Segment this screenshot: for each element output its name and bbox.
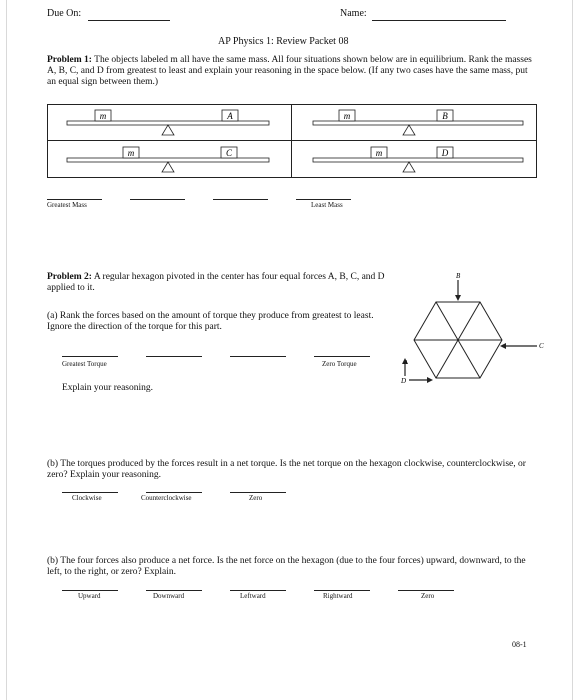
problem-2-body: A regular hexagon pivoted in the center has four equal forces A, B, C, and D applied to it.: [47, 272, 385, 293]
seesaw-top-right: [313, 110, 523, 135]
upward-label: Upward: [78, 592, 101, 600]
part-a-text: (a) Rank the forces based on the amount of torque they produce from greatest to least. Ignore the direction of the torque for this part.: [47, 311, 374, 332]
seesaw-bottom-right: [313, 147, 523, 172]
torque-blank-3[interactable]: [230, 356, 286, 357]
greatest-torque-label: Greatest Torque: [62, 360, 107, 368]
page-left-border: [6, 0, 7, 700]
torque-blank-2[interactable]: [146, 356, 202, 357]
mass-label-m: m: [375, 148, 383, 158]
hexagon-figure: [392, 270, 552, 392]
force-label-b: B: [456, 272, 461, 280]
name-blank[interactable]: [372, 20, 506, 21]
direction-blank-3[interactable]: [230, 492, 286, 493]
mass-label-a: A: [227, 111, 233, 121]
rank-blank-4[interactable]: [296, 199, 351, 200]
part-b2-text: (b) The four forces also produce a net force. Is the net force on the hexagon (due to the four forces) upward, downward, to the left, to the right, or zero? Explain.: [47, 556, 526, 577]
problem-1-text: [47, 55, 537, 88]
rank-blank-1[interactable]: [47, 199, 102, 200]
counterclockwise-label: Counterclockwise: [141, 494, 192, 502]
mass-label-m: m: [99, 111, 107, 121]
torque-blank-4[interactable]: [314, 356, 370, 357]
part-b-text: (b) The torques produced by the forces result in a net torque. Is the net torque on the hexagon clockwise, counterclockwise, or zero? Explain your reasoning.: [47, 459, 526, 480]
explain-reasoning: Explain your reasoning.: [62, 383, 154, 393]
direction-blank-1[interactable]: [62, 492, 118, 493]
leftward-label: Leftward: [240, 592, 266, 600]
force-blank-4[interactable]: [314, 590, 370, 591]
force-blank-5[interactable]: [398, 590, 454, 591]
force-label-d: D: [401, 377, 407, 385]
force-blank-3[interactable]: [230, 590, 286, 591]
seesaw-bottom-left: [67, 147, 269, 172]
rightward-label: Rightward: [323, 592, 353, 600]
force-b-arrowhead: [455, 295, 461, 301]
rank-blank-3[interactable]: [213, 199, 268, 200]
page-title: AP Physics 1: Review Packet 08: [218, 36, 349, 47]
force-label-a: A: [404, 360, 408, 366]
torque-blank-1[interactable]: [62, 356, 118, 357]
due-on-label: Due On:: [47, 8, 82, 19]
force-label-c: C: [539, 342, 544, 350]
mass-label-b: B: [442, 111, 448, 121]
force-blank-1[interactable]: [62, 590, 118, 591]
zero-torque-label: Zero Torque: [322, 360, 357, 368]
mass-label-m: m: [127, 148, 135, 158]
force-d-arrowhead: [427, 377, 433, 383]
rank-blank-2[interactable]: [130, 199, 185, 200]
clockwise-label: Clockwise: [72, 494, 102, 502]
zero-label-torque: Zero: [249, 494, 263, 502]
problem-1-heading: Problem 1:: [47, 55, 92, 65]
problem-2-text: [47, 272, 392, 294]
due-on-blank[interactable]: [88, 20, 170, 21]
direction-blank-2[interactable]: [146, 492, 202, 493]
seesaw-figure: [47, 104, 537, 178]
problem-2-heading: Problem 2:: [47, 272, 92, 282]
seesaw-top-left: [67, 110, 269, 135]
mass-label-d: D: [441, 148, 449, 158]
downward-label: Downward: [153, 592, 185, 600]
problem-1-body: The objects labeled m all have the same mass. All four situations shown below are in equilibrium. Rank the masses A, B, C, and D from greatest to least and explain your reasoning in the space below. (If any two cases have the same mass, put an equal sign between them.): [47, 55, 532, 87]
force-c-arrowhead: [500, 343, 506, 349]
mass-label-m: m: [343, 111, 351, 121]
least-mass-label: Least Mass: [311, 201, 343, 209]
page-number: 08-1: [512, 640, 527, 649]
mass-label-c: C: [225, 148, 233, 158]
zero-label-force: Zero: [421, 592, 435, 600]
force-blank-2[interactable]: [146, 590, 202, 591]
name-label: Name:: [340, 8, 367, 19]
greatest-mass-label: Greatest Mass: [47, 201, 87, 209]
page-right-border: [572, 0, 573, 700]
